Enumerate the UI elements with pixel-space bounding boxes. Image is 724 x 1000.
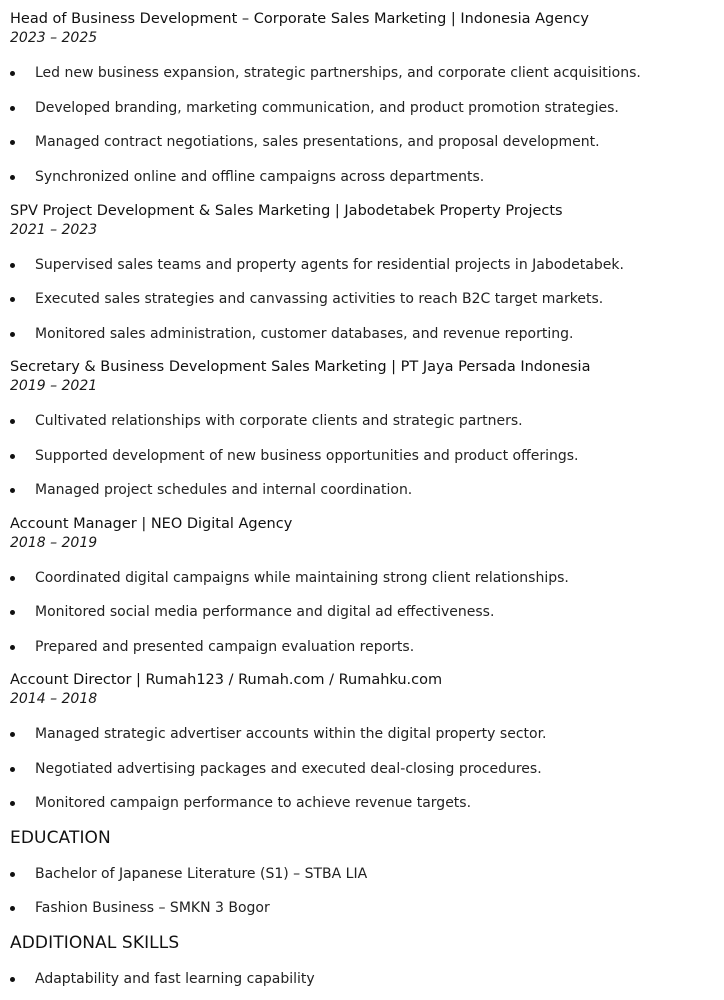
skills-section: ADDITIONAL SKILLS Adaptability and fast learning capability [10,933,710,953]
job-entry: Account Manager | NEO Digital Agency 2018 – 2019 Coordinated digital campaigns while maintaining strong client relationships. Monitored social media performance and digital ad effectiveness. Prepared and presented campaign evaluation reports. [10,515,710,552]
bullet-icon [10,767,15,772]
job-dates: 2023 – 2025 [10,30,98,46]
job-title: Secretary & Business Development Sales Marketing | PT Jaya Persada Indonesia [10,359,591,375]
job-dates: 2018 – 2019 [10,535,98,551]
bullet-icon [10,732,15,737]
bullet-icon [10,872,15,877]
job-entry: Secretary & Business Development Sales Marketing | PT Jaya Persada Indonesia 2019 – 2021 Cultivated relationships with corporate clients and strategic partners. Supported development of new business opportunities and product offerings. Managed project schedules and internal coordination. [10,358,710,395]
job-title: Account Manager | NEO Digital Agency [10,516,293,532]
bullet-icon [10,106,15,111]
job-dates: 2021 – 2023 [10,222,98,238]
section-heading: EDUCATION [10,828,111,848]
job-entry: Head of Business Development – Corporate Sales Marketing | Indonesia Agency 2023 – 2025 Led new business expansion, strategic partnerships, and corporate client acquisitions. Developed branding, marketing communication, and product promotion strategies. Managed contract negotiations, sales presentations, and proposal development. Synchronized online and offline campaigns across departments. [10,10,710,47]
bullet-icon [10,175,15,180]
job-title: SPV Project Development & Sales Marketing | Jabodetabek Property Projects [10,203,563,219]
bullet-icon [10,488,15,493]
bullet-icon [10,297,15,302]
job-entry: Account Director | Rumah123 / Rumah.com / Rumahku.com 2014 – 2018 Managed strategic advertiser accounts within the digital property sector. Negotiated advertising packages and executed deal-closing procedures. Monitored campaign performance to achieve revenue targets. [10,671,710,708]
bullet-icon [10,645,15,650]
bullet-icon [10,71,15,76]
bullet-icon [10,610,15,615]
bullet-icon [10,576,15,581]
bullet-icon [10,332,15,337]
bullet-icon [10,454,15,459]
bullet-icon [10,263,15,268]
bullet-icon [10,140,15,145]
job-entry: SPV Project Development & Sales Marketing | Jabodetabek Property Projects 2021 – 2023 Supervised sales teams and property agents for residential projects in Jabodetabek. Executed sales strategies and canvassing activities to reach B2C target markets. Monitored sales administration, customer databases, and revenue reporting. [10,202,710,239]
bullet-icon [10,801,15,806]
bullet-icon [10,977,15,982]
education-section: EDUCATION Bachelor of Japanese Literature (S1) – STBA LIA Fashion Business – SMKN 3 Bogor [10,828,710,848]
bullet-icon [10,906,15,911]
job-title: Account Director | Rumah123 / Rumah.com / Rumahku.com [10,672,443,688]
section-heading: ADDITIONAL SKILLS [10,933,180,953]
job-title: Head of Business Development – Corporate Sales Marketing | Indonesia Agency [10,11,589,27]
job-dates: 2014 – 2018 [10,691,98,707]
bullet-icon [10,419,15,424]
job-dates: 2019 – 2021 [10,378,98,394]
